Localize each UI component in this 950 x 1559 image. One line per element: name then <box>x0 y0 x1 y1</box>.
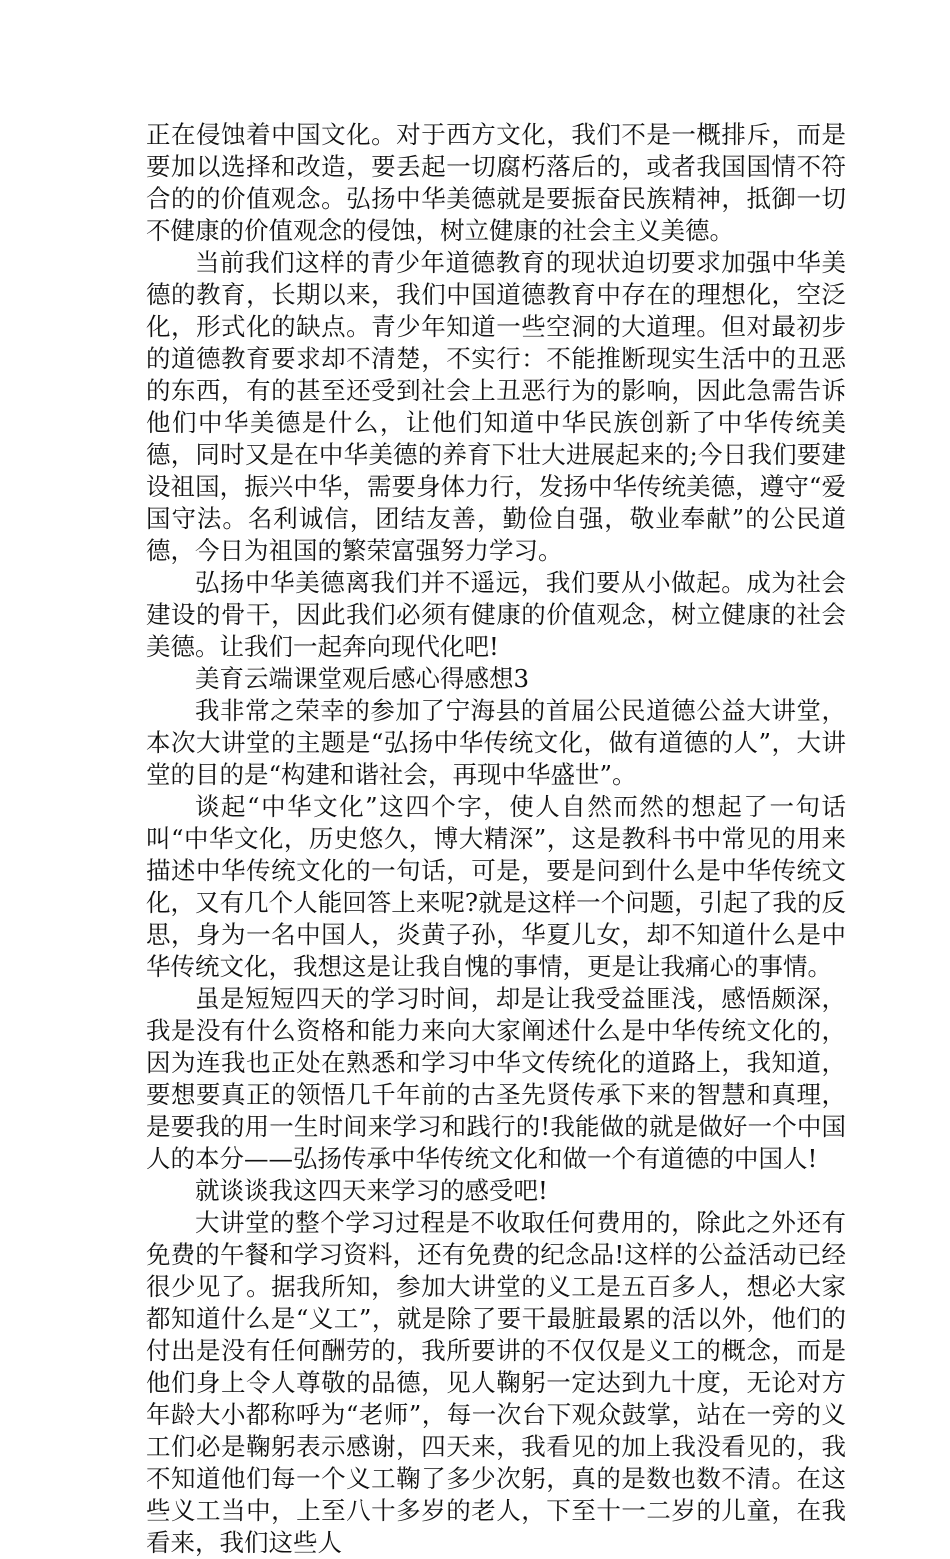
document-body <box>146 119 846 1559</box>
paragraph-3: 弘扬中华美德离我们并不遥远，我们要从小做起。成为社会建设的骨干，因此我们必须有健康的价值观念，树立健康的社会美德。让我们一起奔向现代化吧! <box>146 568 846 661</box>
paragraph-7: 就谈谈我这四天来学习的感受吧! <box>195 1176 548 1205</box>
paragraph-2: 当前我们这样的青少年道德教育的现状迫切要求加强中华美德的教育，长期以来，我们中国道德教育中存在的理想化，空泛化，形式化的缺点。青少年知道一些空洞的大道理。但对最初步的道德教育要求却不清楚，不实行：不能推断现实生活中的丑恶的东西，有的甚至还受到社会上丑恶行为的影响，因此急需告诉他们中华美德是什么，让他们知道中华民族创新了中华传统美德，同时又是在中华美德的养育下壮大进展起来的;今日我们要建设祖国，振兴中华，需要身体力行，发扬中华传统美德，遵守“爱国守法。名利诚信，团结友善，勤俭自强，敬业奉献”的公民道德，今日为祖国的繁荣富强努力学习。 <box>146 248 846 565</box>
paragraph-4: 我非常之荣幸的参加了宁海县的首届公民道德公益大讲堂，本次大讲堂的主题是“弘扬中华传统文化，做有道德的人”，大讲堂的目的是“构建和谐社会，再现中华盛世”。 <box>146 696 846 789</box>
paragraph-1: 正在侵蚀着中国文化。对于西方文化，我们不是一概排斥，而是要加以选择和改造，要丢起一切腐朽落后的，或者我国国情不符合的的价值观念。弘扬中华美德就是要振奋民族精神，抵御一切不健康的价值观念的侵蚀，树立健康的社会主义美德。 <box>146 120 846 245</box>
section-heading: 美育云端课堂观后感心得感想3 <box>195 664 530 693</box>
paragraph-5: 谈起“中华文化”这四个字，使人自然而然的想起了一句话叫“中华文化，历史悠久，博大精深”，这是教科书中常见的用来描述中华传统文化的一句话，可是，要是问到什么是中华传统文化，又有几个人能回答上来呢?就是这样一个问题，引起了我的反思，身为一名中国人，炎黄子孙，华夏儿女，却不知道什么是中华传统文化，我想这是让我自愧的事情，更是让我痛心的事情。 <box>146 792 846 981</box>
paragraph-6: 虽是短短四天的学习时间，却是让我受益匪浅，感悟颇深，我是没有什么资格和能力来向大家阐述什么是中华传统文化的，因为连我也正处在熟悉和学习中华文传统化的道路上，我知道，要想要真正的领悟几千年前的古圣先贤传承下来的智慧和真理，是要我的用一生时间来学习和践行的!我能做的就是做好一个中国人的本分——弘扬传承中华传统文化和做一个有道德的中国人! <box>146 984 846 1173</box>
paragraph-8: 大讲堂的整个学习过程是不收取任何费用的，除此之外还有免费的午餐和学习资料，还有免费的纪念品!这样的公益活动已经很少见了。据我所知，参加大讲堂的义工是五百多人，想必大家都知道什么是“义工”，就是除了要干最脏最累的活以外，他们的付出是没有任何酬劳的，我所要讲的不仅仅是义工的概念，而是他们身上令人尊敬的品德，见人鞠躬一定达到九十度，无论对方年龄大小都称呼为“老师”，每一次台下观众鼓掌，站在一旁的义工们必是鞠躬表示感谢，四天来，我看见的加上我没看见的，我不知道他们每一个义工鞠了多少次躬，真的是数也数不清。在这些义工当中，上至八十多岁的老人，下至十一二岁的儿童，在我看来，我们这些人 <box>146 1208 846 1557</box>
